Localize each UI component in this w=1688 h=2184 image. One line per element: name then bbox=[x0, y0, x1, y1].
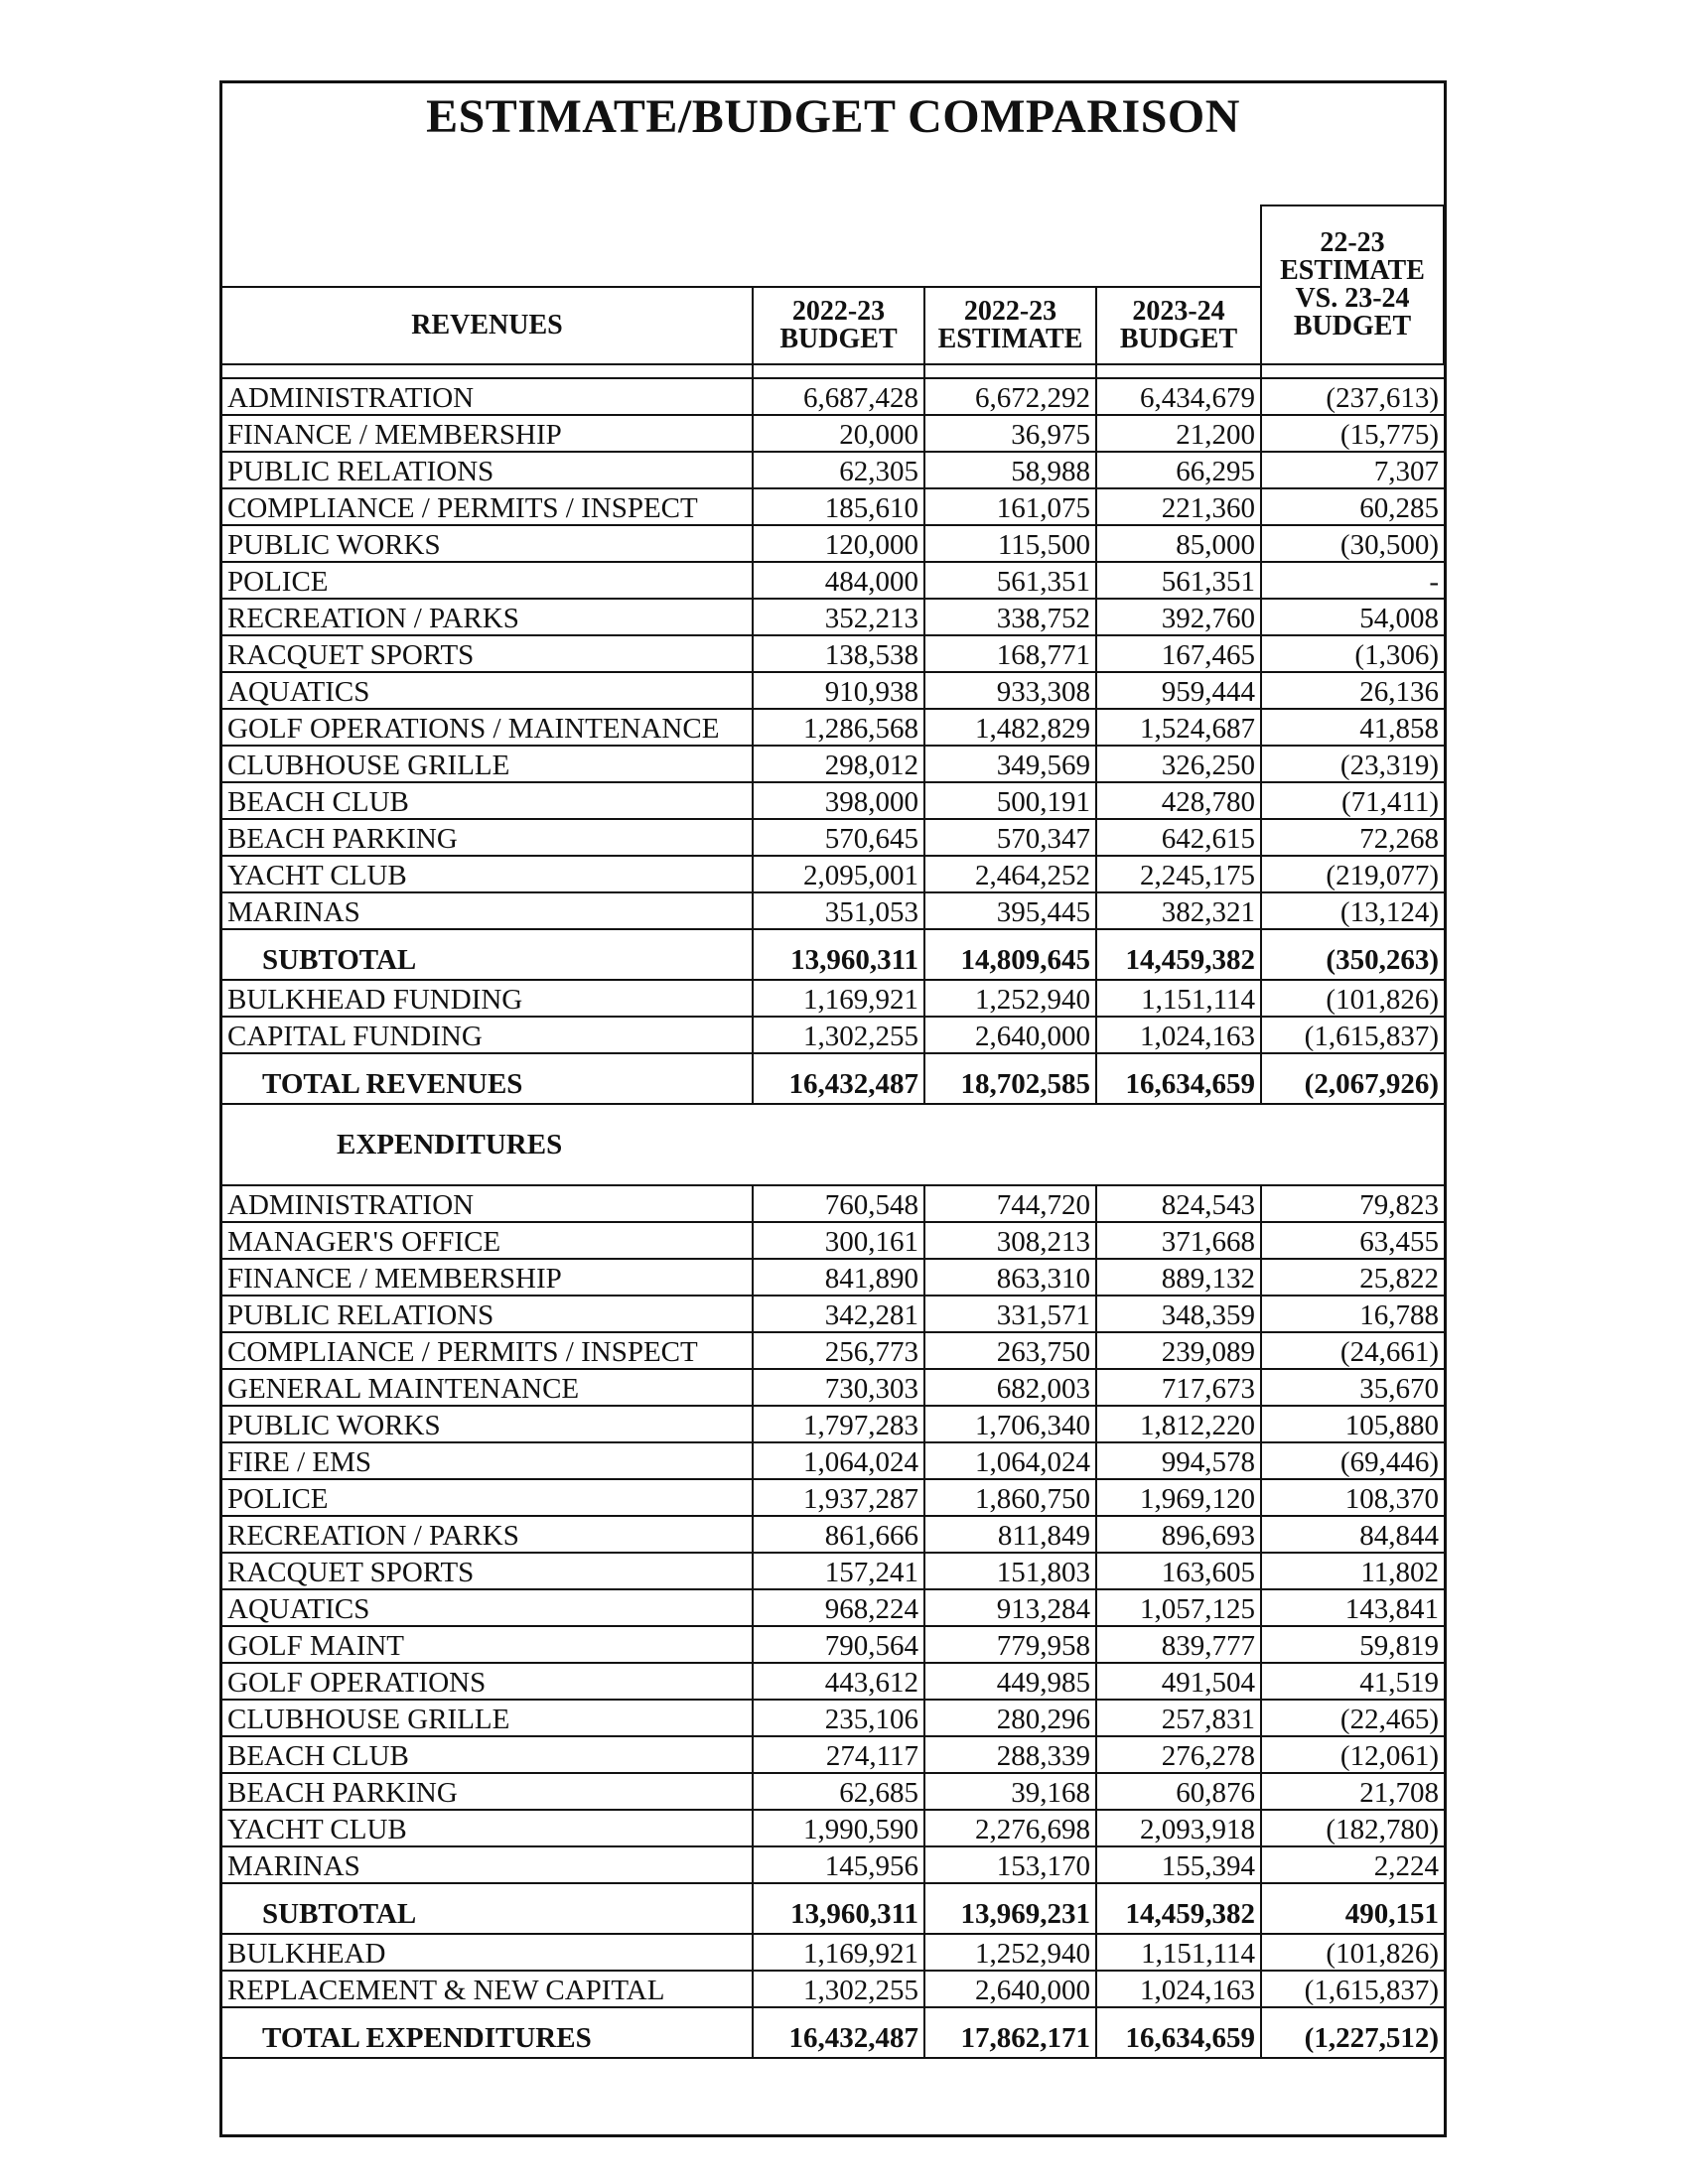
row-label: POLICE bbox=[222, 1479, 753, 1516]
budget-2324-cell: 717,673 bbox=[1096, 1369, 1261, 1406]
variance-cell: 7,307 bbox=[1261, 452, 1444, 488]
total-revenues-row bbox=[222, 1053, 1444, 1104]
estimate-2223-cell: 2,640,000 bbox=[924, 1017, 1096, 1053]
estimate-2223-cell: 1,860,750 bbox=[924, 1479, 1096, 1516]
comparison-table bbox=[222, 205, 1445, 2059]
budget-2223-cell: 351,053 bbox=[753, 892, 924, 929]
expenditure-row bbox=[222, 1222, 1444, 1259]
estimate-2223-header: 2022-23 ESTIMATE bbox=[924, 287, 1096, 364]
variance-cell: 143,841 bbox=[1261, 1589, 1444, 1626]
budget-2223-cell: 120,000 bbox=[753, 525, 924, 562]
variance-cell: (22,465) bbox=[1261, 1700, 1444, 1736]
budget-2324-cell: 959,444 bbox=[1096, 672, 1261, 709]
budget-2223-cell: 352,213 bbox=[753, 599, 924, 635]
estimate-2223-cell: 1,706,340 bbox=[924, 1406, 1096, 1442]
estimate-2223-cell: 1,252,940 bbox=[924, 980, 1096, 1017]
expenditure-row bbox=[222, 1332, 1444, 1369]
budget-2324-cell: 1,524,687 bbox=[1096, 709, 1261, 746]
estimate-2223-cell: 280,296 bbox=[924, 1700, 1096, 1736]
expenditure-row bbox=[222, 1736, 1444, 1773]
row-label: GOLF OPERATIONS / MAINTENANCE bbox=[222, 709, 753, 746]
budget-2324-cell: 371,668 bbox=[1096, 1222, 1261, 1259]
budget-2223-cell: 274,117 bbox=[753, 1736, 924, 1773]
expenditure-capital-row bbox=[222, 1971, 1444, 2007]
row-label: GOLF OPERATIONS bbox=[222, 1663, 753, 1700]
variance-cell: (101,826) bbox=[1261, 1934, 1444, 1971]
estimate-2223-cell: 2,640,000 bbox=[924, 1971, 1096, 2007]
budget-2324-cell: 16,634,659 bbox=[1096, 1053, 1261, 1104]
variance-cell: (69,446) bbox=[1261, 1442, 1444, 1479]
budget-2223-cell: 398,000 bbox=[753, 782, 924, 819]
revenue-row bbox=[222, 672, 1444, 709]
estimate-2223-cell: 6,672,292 bbox=[924, 378, 1096, 415]
budget-2324-cell: 1,057,125 bbox=[1096, 1589, 1261, 1626]
row-label: ADMINISTRATION bbox=[222, 378, 753, 415]
revenue-funding-row bbox=[222, 1017, 1444, 1053]
variance-cell: (1,615,837) bbox=[1261, 1971, 1444, 2007]
expenditure-row bbox=[222, 1663, 1444, 1700]
estimate-2223-cell: 13,969,231 bbox=[924, 1883, 1096, 1934]
header-top-row bbox=[222, 205, 1444, 287]
revenue-row bbox=[222, 709, 1444, 746]
variance-cell: 11,802 bbox=[1261, 1553, 1444, 1589]
revenue-row bbox=[222, 599, 1444, 635]
budget-2324-cell: 1,151,114 bbox=[1096, 1934, 1261, 1971]
estimate-2223-cell: 115,500 bbox=[924, 525, 1096, 562]
variance-cell: 26,136 bbox=[1261, 672, 1444, 709]
variance-cell: 59,819 bbox=[1261, 1626, 1444, 1663]
expenditure-row bbox=[222, 1810, 1444, 1846]
revenue-row bbox=[222, 746, 1444, 782]
expenditures-heading-row bbox=[222, 1104, 1444, 1185]
variance-cell: 63,455 bbox=[1261, 1222, 1444, 1259]
variance-cell: (23,319) bbox=[1261, 746, 1444, 782]
expenditure-row bbox=[222, 1516, 1444, 1553]
variance-cell: 490,151 bbox=[1261, 1883, 1444, 1934]
budget-2223-cell: 1,302,255 bbox=[753, 1971, 924, 2007]
revenue-row bbox=[222, 378, 1444, 415]
row-label: FIRE / EMS bbox=[222, 1442, 753, 1479]
expenditure-capital-row bbox=[222, 1934, 1444, 1971]
budget-2324-cell: 6,434,679 bbox=[1096, 378, 1261, 415]
row-label: CAPITAL FUNDING bbox=[222, 1017, 753, 1053]
budget-2324-cell: 2,245,175 bbox=[1096, 856, 1261, 892]
budget-2324-cell: 994,578 bbox=[1096, 1442, 1261, 1479]
variance-cell: (182,780) bbox=[1261, 1810, 1444, 1846]
budget-2324-cell: 889,132 bbox=[1096, 1259, 1261, 1296]
budget-2223-cell: 145,956 bbox=[753, 1846, 924, 1883]
row-label: POLICE bbox=[222, 562, 753, 599]
budget-2324-cell: 167,465 bbox=[1096, 635, 1261, 672]
budget-2324-cell: 16,634,659 bbox=[1096, 2007, 1261, 2058]
variance-cell: - bbox=[1261, 562, 1444, 599]
row-label: SUBTOTAL bbox=[222, 929, 753, 980]
budget-2223-cell: 256,773 bbox=[753, 1332, 924, 1369]
row-label: AQUATICS bbox=[222, 1589, 753, 1626]
revenue-row bbox=[222, 892, 1444, 929]
variance-cell: (219,077) bbox=[1261, 856, 1444, 892]
variance-cell: (1,306) bbox=[1261, 635, 1444, 672]
budget-2223-cell: 1,937,287 bbox=[753, 1479, 924, 1516]
budget-2223-cell: 570,645 bbox=[753, 819, 924, 856]
row-label: BULKHEAD FUNDING bbox=[222, 980, 753, 1017]
row-label: COMPLIANCE / PERMITS / INSPECT bbox=[222, 1332, 753, 1369]
budget-2223-cell: 1,990,590 bbox=[753, 1810, 924, 1846]
budget-2324-cell: 348,359 bbox=[1096, 1296, 1261, 1332]
budget-2324-cell: 428,780 bbox=[1096, 782, 1261, 819]
variance-cell: 108,370 bbox=[1261, 1479, 1444, 1516]
variance-cell: 16,788 bbox=[1261, 1296, 1444, 1332]
estimate-2223-cell: 161,075 bbox=[924, 488, 1096, 525]
row-label: RECREATION / PARKS bbox=[222, 1516, 753, 1553]
estimate-2223-cell: 561,351 bbox=[924, 562, 1096, 599]
row-label: RACQUET SPORTS bbox=[222, 1553, 753, 1589]
estimate-2223-cell: 58,988 bbox=[924, 452, 1096, 488]
variance-cell: (2,067,926) bbox=[1261, 1053, 1444, 1104]
revenue-subtotal-row bbox=[222, 929, 1444, 980]
estimate-2223-cell: 1,252,940 bbox=[924, 1934, 1096, 1971]
budget-2223-cell: 443,612 bbox=[753, 1663, 924, 1700]
expenditure-row bbox=[222, 1626, 1444, 1663]
expenditure-row bbox=[222, 1442, 1444, 1479]
report-frame bbox=[219, 80, 1447, 2137]
budget-2324-cell: 14,459,382 bbox=[1096, 1883, 1261, 1934]
row-label: YACHT CLUB bbox=[222, 1810, 753, 1846]
budget-2324-cell: 163,605 bbox=[1096, 1553, 1261, 1589]
total-expenditures-row bbox=[222, 2007, 1444, 2058]
budget-2324-cell: 642,615 bbox=[1096, 819, 1261, 856]
budget-2324-cell: 257,831 bbox=[1096, 1700, 1261, 1736]
budget-2324-cell: 896,693 bbox=[1096, 1516, 1261, 1553]
estimate-2223-cell: 349,569 bbox=[924, 746, 1096, 782]
row-label: BEACH PARKING bbox=[222, 819, 753, 856]
revenue-row bbox=[222, 488, 1444, 525]
budget-2223-cell: 62,685 bbox=[753, 1773, 924, 1810]
estimate-2223-cell: 863,310 bbox=[924, 1259, 1096, 1296]
budget-2324-cell: 60,876 bbox=[1096, 1773, 1261, 1810]
row-label: PUBLIC RELATIONS bbox=[222, 452, 753, 488]
budget-2324-cell: 2,093,918 bbox=[1096, 1810, 1261, 1846]
budget-2223-cell: 1,286,568 bbox=[753, 709, 924, 746]
budget-2324-cell: 85,000 bbox=[1096, 525, 1261, 562]
budget-2324-cell: 824,543 bbox=[1096, 1185, 1261, 1222]
row-label: PUBLIC WORKS bbox=[222, 525, 753, 562]
expenditure-row bbox=[222, 1589, 1444, 1626]
row-label: MANAGER'S OFFICE bbox=[222, 1222, 753, 1259]
budget-2324-cell: 239,089 bbox=[1096, 1332, 1261, 1369]
expenditure-row bbox=[222, 1773, 1444, 1810]
budget-2324-cell: 14,459,382 bbox=[1096, 929, 1261, 980]
variance-cell: 54,008 bbox=[1261, 599, 1444, 635]
budget-2223-cell: 342,281 bbox=[753, 1296, 924, 1332]
row-label: FINANCE / MEMBERSHIP bbox=[222, 1259, 753, 1296]
budget-2223-cell: 185,610 bbox=[753, 488, 924, 525]
budget-2223-cell: 1,302,255 bbox=[753, 1017, 924, 1053]
row-label: TOTAL REVENUES bbox=[222, 1053, 753, 1104]
variance-cell: (30,500) bbox=[1261, 525, 1444, 562]
revenues-header: REVENUES bbox=[222, 287, 753, 364]
budget-2324-cell: 491,504 bbox=[1096, 1663, 1261, 1700]
budget-2223-cell: 1,797,283 bbox=[753, 1406, 924, 1442]
revenue-funding-row bbox=[222, 980, 1444, 1017]
revenue-row bbox=[222, 635, 1444, 672]
row-label: MARINAS bbox=[222, 1846, 753, 1883]
variance-cell: (15,775) bbox=[1261, 415, 1444, 452]
estimate-2223-cell: 153,170 bbox=[924, 1846, 1096, 1883]
estimate-2223-cell: 263,750 bbox=[924, 1332, 1096, 1369]
estimate-2223-cell: 308,213 bbox=[924, 1222, 1096, 1259]
expenditure-row bbox=[222, 1369, 1444, 1406]
estimate-2223-cell: 682,003 bbox=[924, 1369, 1096, 1406]
expenditure-row bbox=[222, 1185, 1444, 1222]
estimate-2223-cell: 500,191 bbox=[924, 782, 1096, 819]
revenue-row bbox=[222, 562, 1444, 599]
estimate-2223-cell: 811,849 bbox=[924, 1516, 1096, 1553]
estimate-2223-cell: 449,985 bbox=[924, 1663, 1096, 1700]
variance-cell: (12,061) bbox=[1261, 1736, 1444, 1773]
budget-2223-cell: 6,687,428 bbox=[753, 378, 924, 415]
revenue-row bbox=[222, 415, 1444, 452]
budget-2223-cell: 861,666 bbox=[753, 1516, 924, 1553]
variance-cell: 41,519 bbox=[1261, 1663, 1444, 1700]
budget-2324-cell: 839,777 bbox=[1096, 1626, 1261, 1663]
budget-2223-cell: 730,303 bbox=[753, 1369, 924, 1406]
budget-2223-cell: 841,890 bbox=[753, 1259, 924, 1296]
budget-2324-cell: 66,295 bbox=[1096, 452, 1261, 488]
budget-2324-cell: 1,969,120 bbox=[1096, 1479, 1261, 1516]
budget-2223-cell: 1,169,921 bbox=[753, 1934, 924, 1971]
budget-2324-header: 2023-24 BUDGET bbox=[1096, 287, 1261, 364]
revenue-row bbox=[222, 819, 1444, 856]
budget-2223-cell: 13,960,311 bbox=[753, 929, 924, 980]
budget-2324-cell: 21,200 bbox=[1096, 415, 1261, 452]
estimate-2223-cell: 331,571 bbox=[924, 1296, 1096, 1332]
budget-2223-cell: 298,012 bbox=[753, 746, 924, 782]
row-label: COMPLIANCE / PERMITS / INSPECT bbox=[222, 488, 753, 525]
estimate-2223-cell: 17,862,171 bbox=[924, 2007, 1096, 2058]
budget-2324-cell: 276,278 bbox=[1096, 1736, 1261, 1773]
budget-2324-cell: 326,250 bbox=[1096, 746, 1261, 782]
row-label: ADMINISTRATION bbox=[222, 1185, 753, 1222]
revenue-row bbox=[222, 782, 1444, 819]
budget-2324-cell: 382,321 bbox=[1096, 892, 1261, 929]
estimate-2223-cell: 1,482,829 bbox=[924, 709, 1096, 746]
estimate-2223-cell: 2,464,252 bbox=[924, 856, 1096, 892]
budget-2223-cell: 157,241 bbox=[753, 1553, 924, 1589]
budget-2324-cell: 1,151,114 bbox=[1096, 980, 1261, 1017]
estimate-2223-cell: 744,720 bbox=[924, 1185, 1096, 1222]
variance-cell: (237,613) bbox=[1261, 378, 1444, 415]
row-label: BEACH PARKING bbox=[222, 1773, 753, 1810]
budget-2324-cell: 221,360 bbox=[1096, 488, 1261, 525]
budget-2223-cell: 20,000 bbox=[753, 415, 924, 452]
row-label: YACHT CLUB bbox=[222, 856, 753, 892]
expenditure-row bbox=[222, 1406, 1444, 1442]
variance-cell: 25,822 bbox=[1261, 1259, 1444, 1296]
budget-2324-cell: 155,394 bbox=[1096, 1846, 1261, 1883]
variance-cell: (101,826) bbox=[1261, 980, 1444, 1017]
estimate-2223-cell: 14,809,645 bbox=[924, 929, 1096, 980]
variance-cell: 72,268 bbox=[1261, 819, 1444, 856]
row-label: PUBLIC WORKS bbox=[222, 1406, 753, 1442]
variance-cell: 2,224 bbox=[1261, 1846, 1444, 1883]
variance-cell: 21,708 bbox=[1261, 1773, 1444, 1810]
budget-2223-cell: 62,305 bbox=[753, 452, 924, 488]
budget-2223-cell: 484,000 bbox=[753, 562, 924, 599]
variance-cell: (1,227,512) bbox=[1261, 2007, 1444, 2058]
row-label: RECREATION / PARKS bbox=[222, 599, 753, 635]
expenditure-subtotal-row bbox=[222, 1883, 1444, 1934]
estimate-2223-cell: 39,168 bbox=[924, 1773, 1096, 1810]
budget-2223-cell: 16,432,487 bbox=[753, 2007, 924, 2058]
estimate-2223-cell: 570,347 bbox=[924, 819, 1096, 856]
budget-2223-cell: 1,064,024 bbox=[753, 1442, 924, 1479]
estimate-2223-cell: 18,702,585 bbox=[924, 1053, 1096, 1104]
row-label: REPLACEMENT & NEW CAPITAL bbox=[222, 1971, 753, 2007]
row-label: GENERAL MAINTENANCE bbox=[222, 1369, 753, 1406]
expenditure-row bbox=[222, 1259, 1444, 1296]
variance-header: 22-23 ESTIMATE VS. 23-24 BUDGET bbox=[1261, 205, 1444, 364]
budget-2223-cell: 138,538 bbox=[753, 635, 924, 672]
row-label: FINANCE / MEMBERSHIP bbox=[222, 415, 753, 452]
variance-cell: 35,670 bbox=[1261, 1369, 1444, 1406]
estimate-2223-cell: 338,752 bbox=[924, 599, 1096, 635]
estimate-2223-cell: 2,276,698 bbox=[924, 1810, 1096, 1846]
estimate-2223-cell: 168,771 bbox=[924, 635, 1096, 672]
expenditure-row bbox=[222, 1700, 1444, 1736]
row-label: BEACH CLUB bbox=[222, 1736, 753, 1773]
expenditure-row bbox=[222, 1553, 1444, 1589]
variance-cell: (71,411) bbox=[1261, 782, 1444, 819]
estimate-2223-cell: 1,064,024 bbox=[924, 1442, 1096, 1479]
budget-2223-cell: 2,095,001 bbox=[753, 856, 924, 892]
estimate-2223-cell: 288,339 bbox=[924, 1736, 1096, 1773]
budget-2223-header: 2022-23 BUDGET bbox=[753, 287, 924, 364]
expenditure-row bbox=[222, 1846, 1444, 1883]
expenditures-heading: EXPENDITURES bbox=[337, 1128, 563, 1160]
variance-cell: (1,615,837) bbox=[1261, 1017, 1444, 1053]
row-label: PUBLIC RELATIONS bbox=[222, 1296, 753, 1332]
estimate-2223-cell: 779,958 bbox=[924, 1626, 1096, 1663]
revenue-row bbox=[222, 856, 1444, 892]
row-label: RACQUET SPORTS bbox=[222, 635, 753, 672]
budget-2324-cell: 392,760 bbox=[1096, 599, 1261, 635]
row-label: BULKHEAD bbox=[222, 1934, 753, 1971]
row-label: AQUATICS bbox=[222, 672, 753, 709]
budget-2324-cell: 561,351 bbox=[1096, 562, 1261, 599]
budget-2324-cell: 1,024,163 bbox=[1096, 1971, 1261, 2007]
report-title: ESTIMATE/BUDGET COMPARISON bbox=[426, 90, 1240, 143]
budget-2223-cell: 300,161 bbox=[753, 1222, 924, 1259]
variance-cell: (350,263) bbox=[1261, 929, 1444, 980]
row-label: MARINAS bbox=[222, 892, 753, 929]
budget-2223-cell: 910,938 bbox=[753, 672, 924, 709]
budget-2223-cell: 16,432,487 bbox=[753, 1053, 924, 1104]
estimate-2223-cell: 151,803 bbox=[924, 1553, 1096, 1589]
row-label: SUBTOTAL bbox=[222, 1883, 753, 1934]
expenditure-row bbox=[222, 1479, 1444, 1516]
budget-2223-cell: 1,169,921 bbox=[753, 980, 924, 1017]
variance-cell: 79,823 bbox=[1261, 1185, 1444, 1222]
estimate-2223-cell: 933,308 bbox=[924, 672, 1096, 709]
budget-2223-cell: 790,564 bbox=[753, 1626, 924, 1663]
variance-cell: (13,124) bbox=[1261, 892, 1444, 929]
header-spacer bbox=[222, 364, 1444, 378]
row-label: CLUBHOUSE GRILLE bbox=[222, 1700, 753, 1736]
budget-2223-cell: 13,960,311 bbox=[753, 1883, 924, 1934]
revenue-row bbox=[222, 452, 1444, 488]
variance-cell: 41,858 bbox=[1261, 709, 1444, 746]
budget-2324-cell: 1,812,220 bbox=[1096, 1406, 1261, 1442]
revenue-row bbox=[222, 525, 1444, 562]
expenditure-row bbox=[222, 1296, 1444, 1332]
variance-cell: (24,661) bbox=[1261, 1332, 1444, 1369]
budget-2324-cell: 1,024,163 bbox=[1096, 1017, 1261, 1053]
variance-cell: 105,880 bbox=[1261, 1406, 1444, 1442]
column-header-row bbox=[222, 287, 1444, 364]
row-label: GOLF MAINT bbox=[222, 1626, 753, 1663]
budget-2223-cell: 968,224 bbox=[753, 1589, 924, 1626]
variance-cell: 84,844 bbox=[1261, 1516, 1444, 1553]
row-label: CLUBHOUSE GRILLE bbox=[222, 746, 753, 782]
row-label: BEACH CLUB bbox=[222, 782, 753, 819]
budget-2223-cell: 760,548 bbox=[753, 1185, 924, 1222]
row-label: TOTAL EXPENDITURES bbox=[222, 2007, 753, 2058]
variance-cell: 60,285 bbox=[1261, 488, 1444, 525]
budget-2223-cell: 235,106 bbox=[753, 1700, 924, 1736]
estimate-2223-cell: 395,445 bbox=[924, 892, 1096, 929]
estimate-2223-cell: 913,284 bbox=[924, 1589, 1096, 1626]
estimate-2223-cell: 36,975 bbox=[924, 415, 1096, 452]
